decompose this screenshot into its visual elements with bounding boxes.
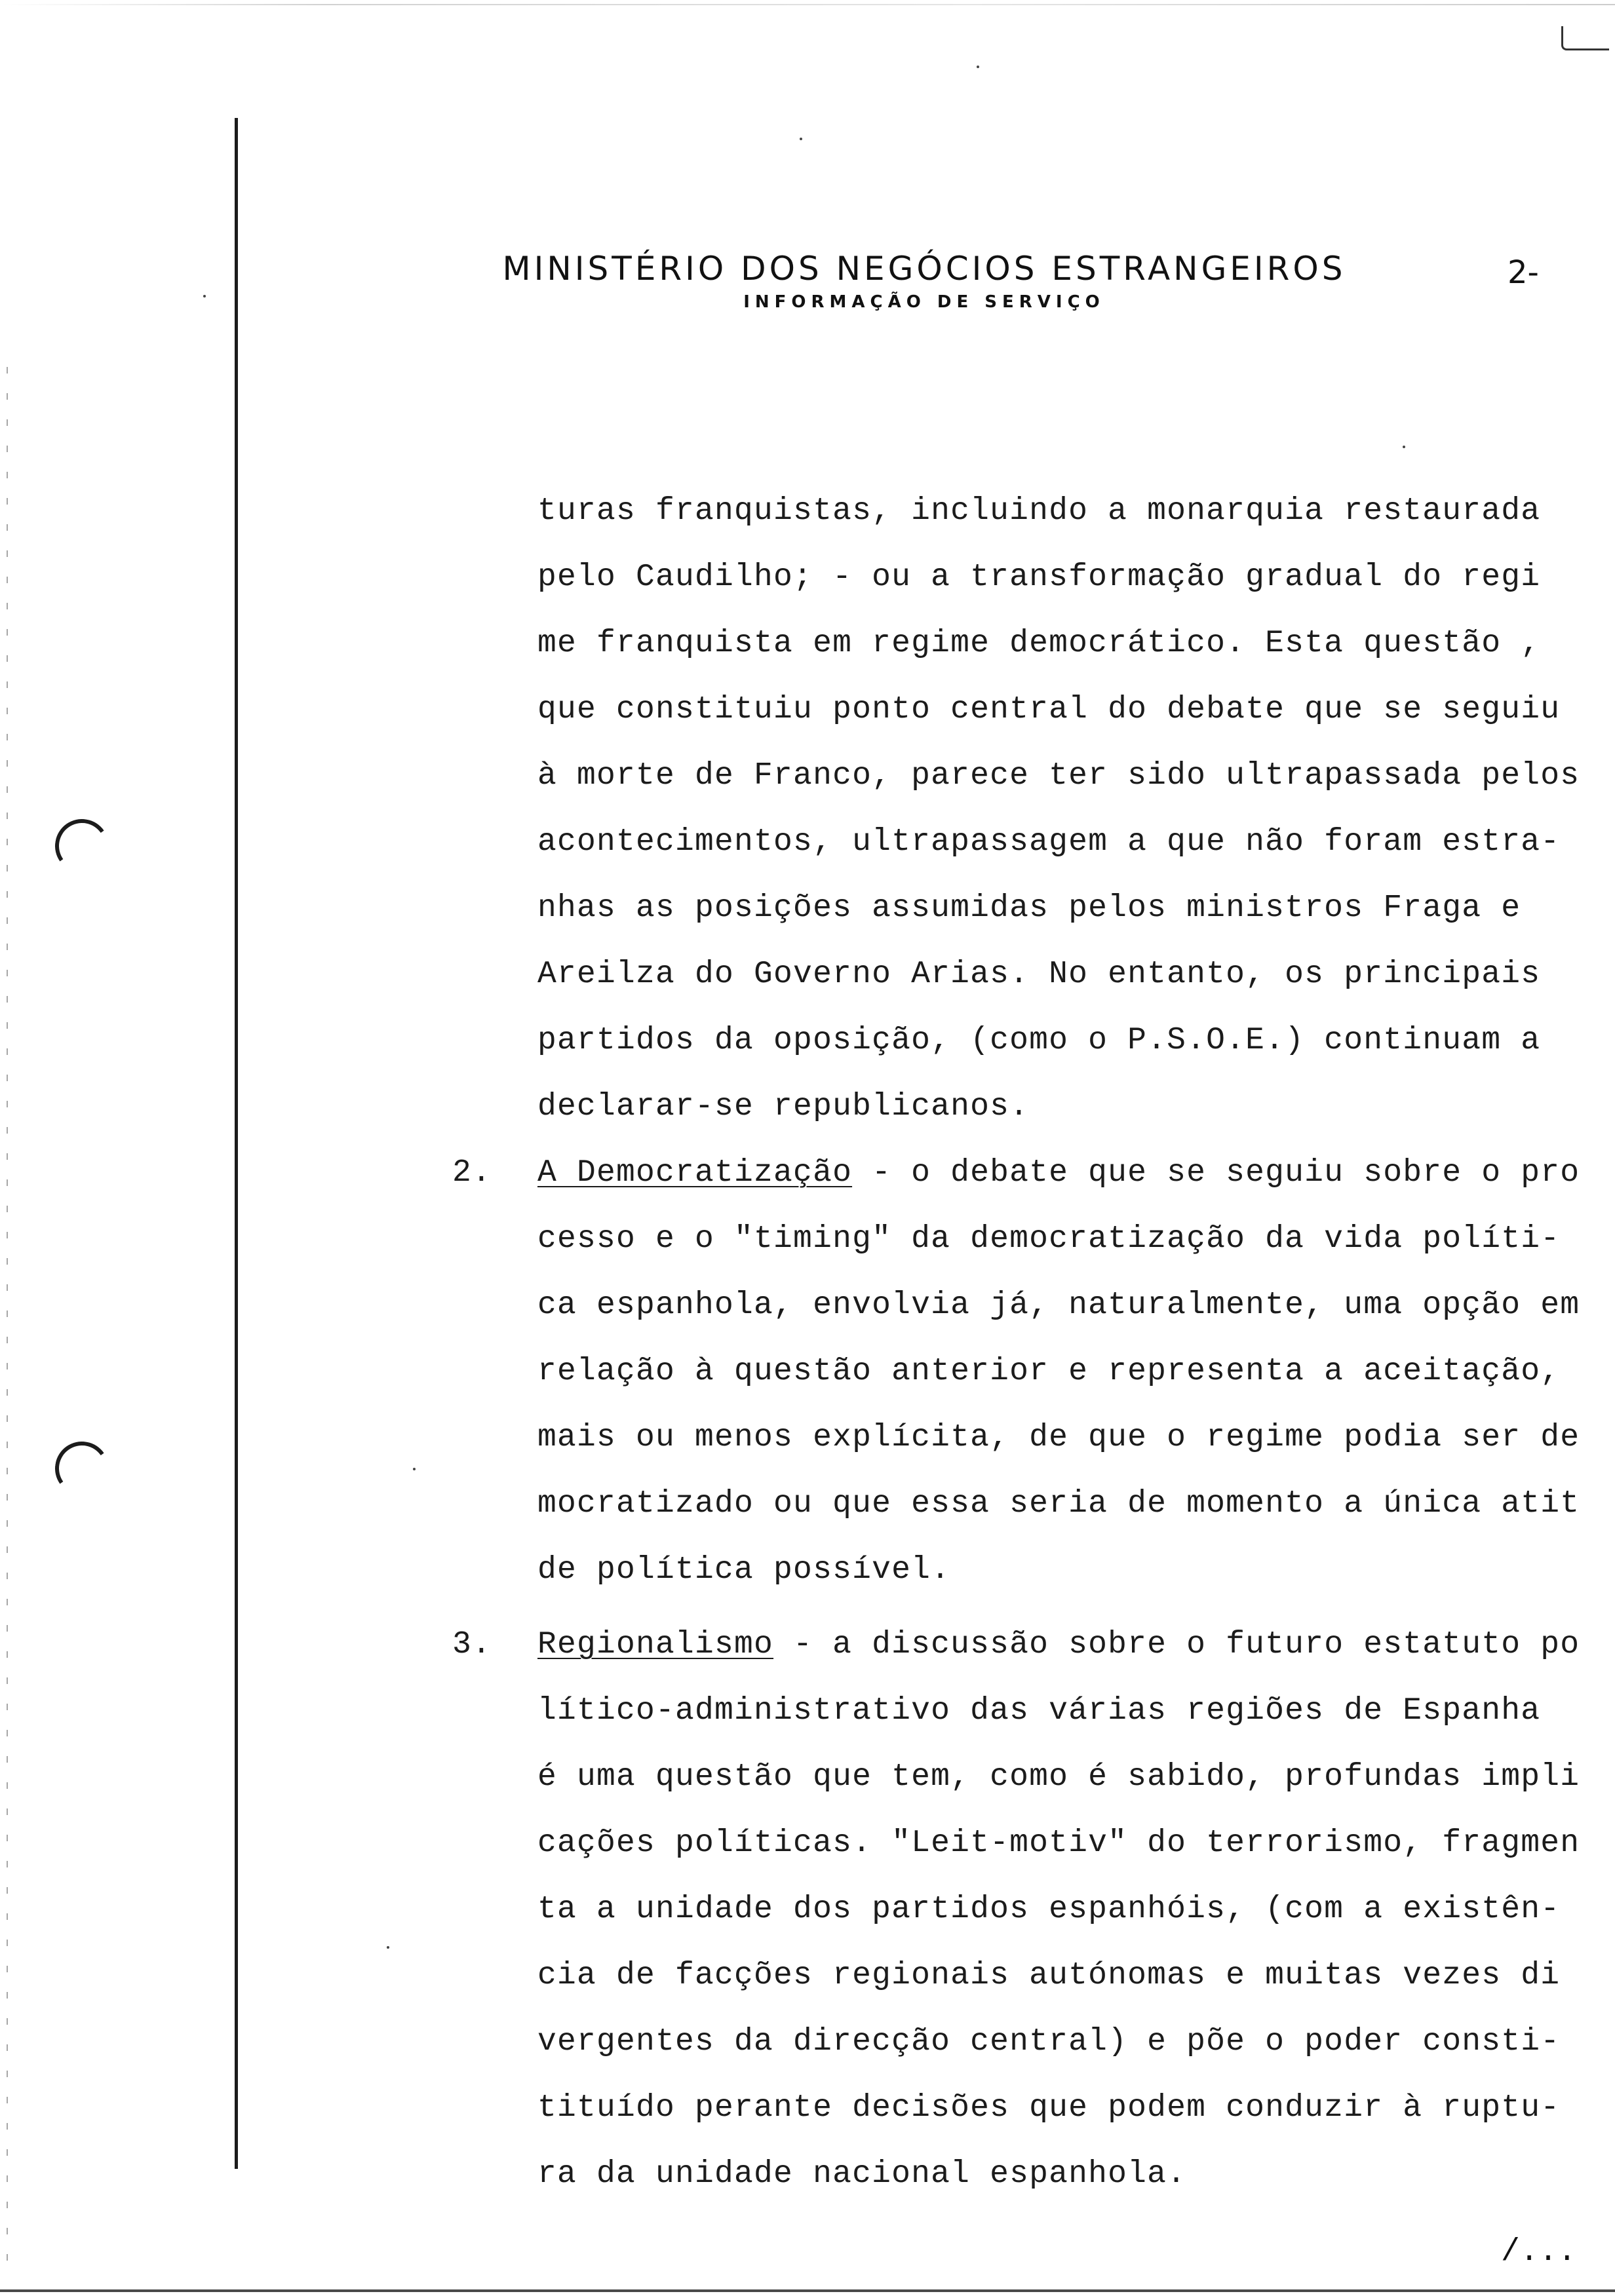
scan-speck: [413, 1468, 416, 1470]
continuation-mark: /...: [1501, 2234, 1577, 2270]
text-line: de política possível.: [537, 1552, 951, 1588]
text-line: lítico-administrativo das várias regiões de Espanha: [537, 1693, 1541, 1729]
text-fragment: - a discussão sobre o futuro estatuto po: [773, 1627, 1580, 1662]
item-number: 3.: [452, 1627, 492, 1662]
text-line: nhas as posições assumidas pelos ministros Fraga e: [537, 890, 1521, 926]
punch-hole-mark: [51, 1438, 113, 1500]
scan-speck: [203, 295, 206, 297]
text-line: vergentes da direcção central) e põe o poder consti-: [537, 2024, 1561, 2059]
text-line: que constituiu ponto central do debate que se seguiu: [537, 692, 1561, 727]
text-line: cações políticas. "Leit-motiv" do terrorismo, fragmen: [537, 1826, 1580, 1861]
page-number: 2-: [1508, 254, 1539, 291]
text-line: partidos da oposição, (como o P.S.O.E.) continuam a: [537, 1023, 1541, 1058]
punch-hole-mark: [51, 815, 113, 877]
text-fragment: - o debate que se seguiu sobre o pro: [852, 1155, 1580, 1191]
text-line: mais ou menos explícita, de que o regime podia ser de: [537, 1420, 1580, 1455]
text-line: cia de facções regionais autónomas e muitas vezes di: [537, 1958, 1561, 1993]
document-type: INFORMAÇÃO DE SERVIÇO: [743, 292, 1105, 312]
scan-speck: [387, 1946, 389, 1949]
scan-left-edge: [7, 367, 8, 2267]
text-line: ta a unidade dos partidos espanhóis, (com a existên-: [537, 1892, 1561, 1927]
scan-speck: [800, 138, 802, 140]
text-line: ra da unidade nacional espanhola.: [537, 2156, 1187, 2192]
text-line: turas franquistas, incluindo a monarquia restaurada: [537, 493, 1541, 529]
section-regionalism-first-line: [452, 1612, 1599, 1678]
text-line: tituído perante decisões que podem conduzir à ruptu-: [537, 2090, 1561, 2126]
scan-speck: [977, 66, 979, 68]
letterhead: [472, 249, 1376, 312]
document-body: [452, 478, 1599, 2208]
text-line: é uma questão que tem, como é sabido, profundas impli: [537, 1759, 1580, 1795]
text-line: mocratizado ou que essa seria de momento a única atit: [537, 1486, 1580, 1521]
item-number: 2.: [452, 1155, 492, 1191]
text-line: Areilza do Governo Arias. No entanto, os principais: [537, 957, 1541, 992]
text-line: à morte de Franco, parece ter sido ultrapassada pelos: [537, 758, 1580, 794]
section-democratization-first-line: [452, 1140, 1599, 1206]
corner-mark: [1561, 26, 1609, 50]
text-line: pelo Caudilho; - ou a transformação gradual do regi: [537, 560, 1541, 595]
ministry-title: MINISTÉRIO DOS NEGÓCIOS ESTRANGEIROS: [502, 250, 1346, 288]
section-heading-regionalism: Regionalismo: [537, 1627, 774, 1662]
section-heading-democratization: A Democratização: [537, 1155, 853, 1191]
text-line: relação à questão anterior e representa a aceitação,: [537, 1354, 1561, 1389]
text-line: cesso e o "timing" da democratização da vida políti-: [537, 1221, 1561, 1257]
scan-bottom-edge: [0, 2289, 1615, 2292]
binding-margin-line: [235, 118, 238, 2169]
text-line: ca espanhola, envolvia já, naturalmente, uma opção em: [537, 1288, 1580, 1323]
scan-top-edge: [0, 4, 1615, 5]
scan-speck: [1403, 446, 1405, 448]
text-line: acontecimentos, ultrapassagem a que não foram estra-: [537, 824, 1561, 860]
text-line: declarar-se republicanos.: [537, 1089, 1030, 1124]
text-line: me franquista em regime democrático. Esta questão ,: [537, 626, 1541, 661]
